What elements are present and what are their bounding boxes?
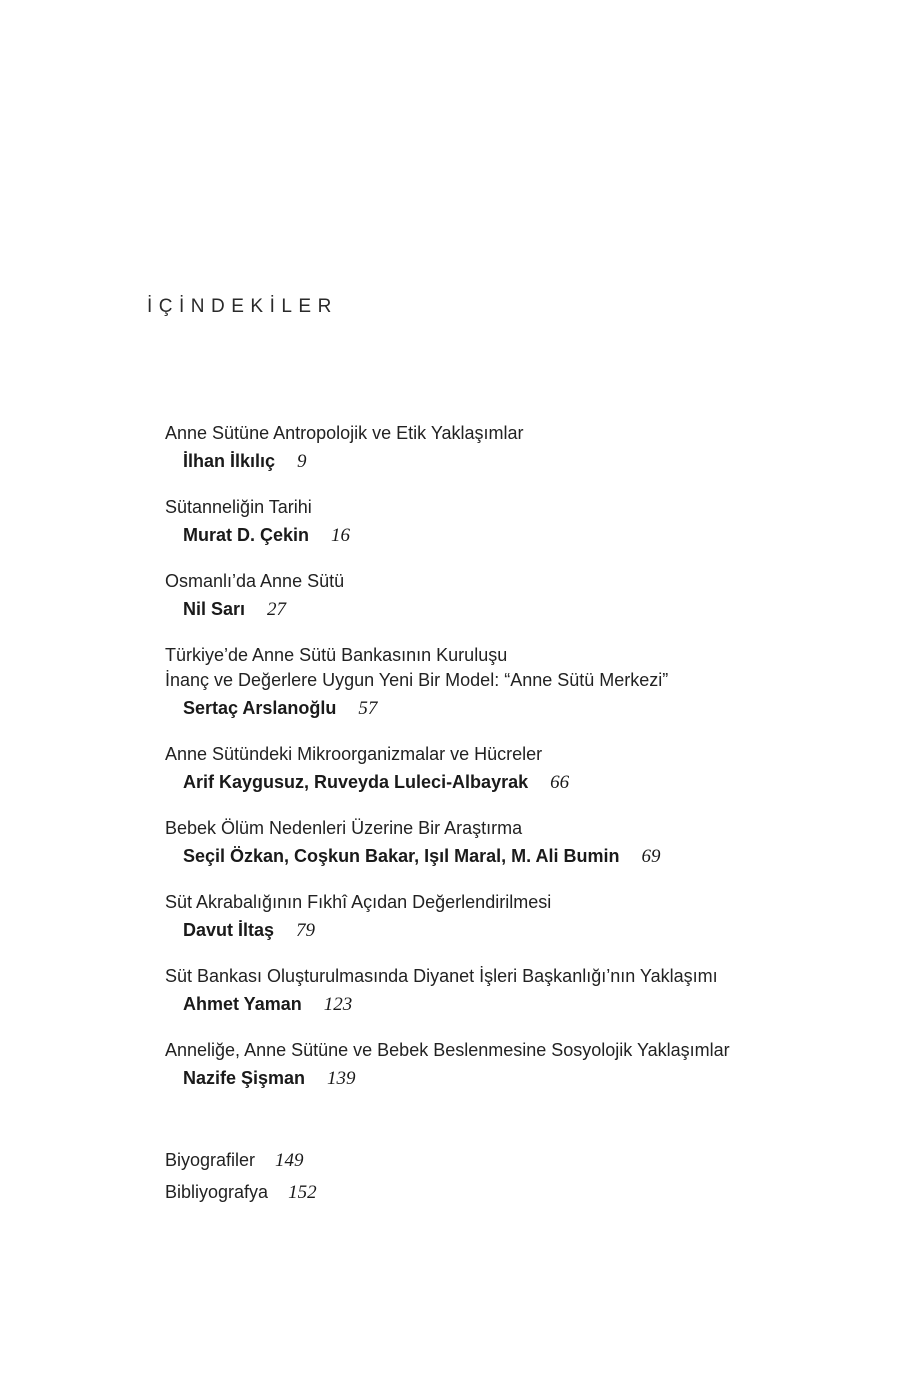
author-line [183,915,865,947]
author-line [183,841,865,873]
chapter-author: İlhan İlkılıç [183,451,276,471]
chapter-title: Anneliğe, Anne Sütüne ve Bebek Beslenmesine Sosyolojik Yaklaşımlar [165,1040,730,1060]
author-line [183,989,865,1021]
page-number: 66 [550,772,570,793]
chapter-title: Bebek Ölüm Nedenleri Üzerine Bir Araştırma [165,818,523,838]
toc-entry [165,421,865,478]
page-number: 139 [327,1068,356,1089]
chapter-author: Sertaç Arslanoğlu [183,698,337,718]
author-line [183,446,865,478]
author-line [183,693,865,725]
toc-entry [165,1038,865,1095]
page-number: 9 [297,451,307,472]
toc-heading: İÇİNDEKİLER [147,296,338,317]
chapter-author: Nil Sarı [183,599,246,619]
chapter-title: Türkiye’de Anne Sütü Bankasının Kuruluşu [165,645,508,665]
chapter-title: Süt Bankası Oluşturulmasında Diyanet İşleri Başkanlığı’nın Yaklaşımı [165,966,718,986]
toc-entry [165,569,865,626]
chapter-title: Süt Akrabalığının Fıkhî Açıdan Değerlendirilmesi [165,892,552,912]
back-matter-label: Bibliyografya [165,1182,269,1202]
author-line [183,1063,865,1095]
toc-entry [165,643,865,725]
toc-entry [165,890,865,947]
toc-entry [165,964,865,1021]
chapter-author: Nazife Şişman [183,1068,306,1088]
chapter-author: Arif Kaygusuz, Ruveyda Luleci-Albayrak [183,772,529,792]
chapter-author: Davut İltaş [183,920,275,940]
chapter-title: Sütanneliğin Tarihi [165,497,312,517]
chapter-author: Seçil Özkan, Coşkun Bakar, Işıl Maral, M. Ali Bumin [183,846,620,866]
toc-entry [165,816,865,873]
back-matter-biographies [165,1148,304,1173]
page-number: 57 [358,698,378,719]
chapter-author: Murat D. Çekin [183,525,310,545]
chapter-subtitle: İnanç ve Değerlere Uygun Yeni Bir Model: “Anne Sütü Merkezi” [165,670,669,690]
page-number: 79 [296,920,316,941]
back-matter-bibliography [165,1180,317,1205]
page-number: 152 [288,1182,317,1203]
toc-entry [165,495,865,552]
author-line [183,594,865,626]
author-line [183,767,865,799]
chapter-title: Anne Sütüne Antropolojik ve Etik Yaklaşımlar [165,423,524,443]
toc-list [165,421,865,1112]
page-number: 27 [267,599,287,620]
chapter-title: Osmanlı’da Anne Sütü [165,571,345,591]
chapter-title: Anne Sütündeki Mikroorganizmalar ve Hücreler [165,744,543,764]
toc-entry [165,742,865,799]
page-number: 69 [641,846,661,867]
author-line [183,520,865,552]
page-number: 16 [331,525,351,546]
chapter-author: Ahmet Yaman [183,994,302,1014]
page-number: 149 [275,1150,304,1171]
page-number: 123 [323,994,353,1015]
back-matter-label: Biyografiler [165,1150,256,1170]
